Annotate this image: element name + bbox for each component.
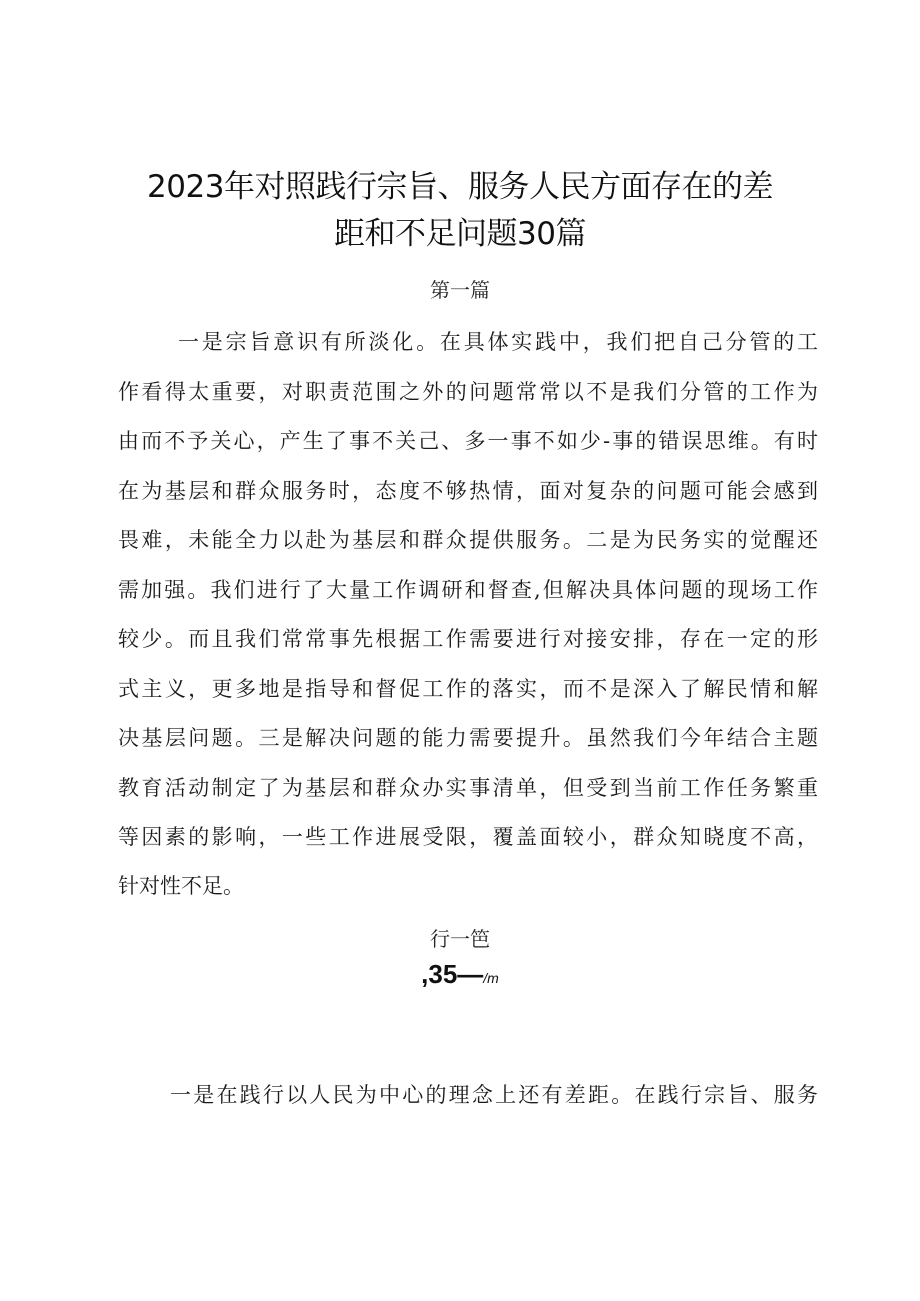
paragraph-2-line: 一是在践行以人民为中心的理念上还有差距。在践行宗旨、服务 [170,1083,818,1107]
paragraph-1-line: 需加强。我们进行了大量工作调研和督查,但解决具体问题的现场工作 [118,578,818,602]
paragraph-1-line: 由而不予关心，产生了事不关己、多一事不如少-事的错误思维。有时 [118,429,818,453]
section-2-number-suffix: /m [483,970,499,986]
paragraph-1-line: 针对性不足。 [118,874,244,898]
paragraph-1-line: 一是宗旨意识有所淡化。在具体实践中，我们把自己分管的工 [178,330,818,354]
paragraph-1-line: 教育活动制定了为基层和群众办实事清单，但受到当前工作任务繁重 [118,776,818,800]
section-2-number-main: ,35— [421,959,484,989]
document-title-line-1: 2023年对照践行宗旨、服务人民方面存在的差 [147,169,773,205]
paragraph-1-line: 等因素的影响，一些工作进展受限，覆盖面较小，群众知晓度不高， [118,825,818,849]
paragraph-1-line: 畏难，未能全力以赴为基层和群众提供服务。二是为民务实的觉醒还 [118,528,818,552]
paragraph-1-line: 作看得太重要，对职责范围之外的问题常常以不是我们分管的工作为 [118,380,818,404]
paragraph-1-line: 较少。而且我们常常事先根据工作需要进行对接安排，存在一定的形 [118,627,818,651]
paragraph-1-line: 式主义，更多地是指导和督促工作的落实，而不是深入了解民情和解 [118,677,818,701]
section-2-number [0,956,920,996]
paragraph-1-line: 决基层问题。三是解决问题的能力需要提升。虽然我们今年结合主题 [118,726,818,750]
section-1-heading: 第一篇 [430,278,490,302]
section-2-heading: 行一笆 [430,927,490,951]
document-title-line-2: 距和不足问题30篇 [334,216,586,252]
paragraph-1-line: 在为基层和群众服务时，态度不够热情，面对复杂的问题可能会感到 [118,479,818,503]
